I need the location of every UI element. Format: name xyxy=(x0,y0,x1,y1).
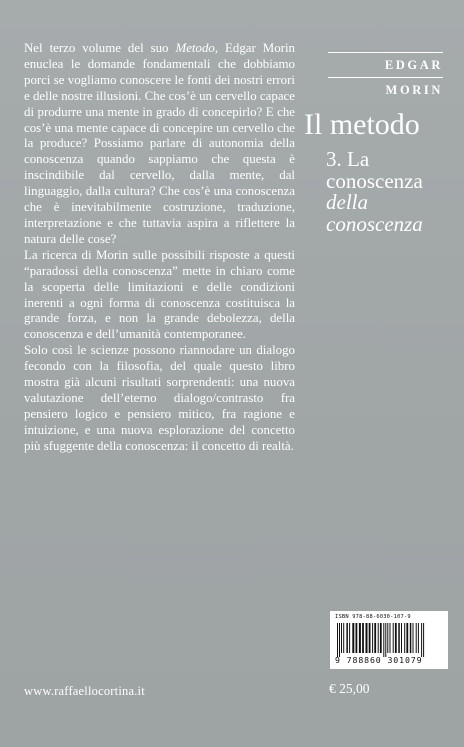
ean-digits: 9 788860 301079 xyxy=(335,655,423,665)
barcode-bar xyxy=(393,623,394,653)
barcode-bar xyxy=(366,623,368,653)
barcode-bar xyxy=(410,623,412,653)
blurb-paragraph-3: Solo così le scienze possono riannodare un dialogo fecondo con la filosofia, del quale questo libro mostra già alcuni risultati sorprendenti: una nuova valutazione dell’eterno dialogo/contrasto fra pensiero logico e pensiero mitico, fra ragione e intuizione, e una nuova esplorazione del concetto più sfuggente della conoscenza: il concetto di realtà. xyxy=(24,343,295,453)
barcode-bar xyxy=(349,623,350,653)
barcode-bar xyxy=(343,623,344,653)
price: € 25,00 xyxy=(329,681,370,696)
barcode-bar xyxy=(339,623,340,657)
barcode-bar xyxy=(380,623,382,653)
author-last-name: MORIN xyxy=(385,83,443,97)
publisher-website: www.raffaellocortina.it xyxy=(24,684,145,698)
barcode-bar xyxy=(341,623,342,653)
book-title: Il metodo xyxy=(304,108,420,141)
volume-number: 3. La xyxy=(326,147,370,171)
barcode-bar xyxy=(385,623,386,657)
barcode-bar xyxy=(416,623,417,653)
barcode-bar xyxy=(418,623,419,653)
barcode-bar xyxy=(423,623,424,657)
barcode-bars xyxy=(335,623,443,657)
barcode-bar xyxy=(398,623,400,653)
author-block xyxy=(328,52,443,102)
barcode-bar xyxy=(387,623,388,653)
barcode-bar xyxy=(406,623,408,653)
blurb-text xyxy=(24,41,295,455)
barcode-bar xyxy=(337,623,338,657)
barcode xyxy=(330,611,448,669)
barcode-bar xyxy=(401,623,402,653)
barcode-bar xyxy=(390,623,391,653)
blurb-paragraph-2: La ricerca di Morin sulle possibili risposte a questi “paradossi della conoscenza” mette in chiaro come la scoperta delle limitazioni e delle condizioni inerenti a ogni forma di conoscenza costituisca la grande forza, e non la grande debolezza, della conoscenza e dell’umanità contemporanee. xyxy=(24,247,295,342)
barcode-bar xyxy=(421,623,422,657)
isbn-label: ISBN 978-88-6030-107-9 xyxy=(335,614,411,620)
barcode-bar xyxy=(372,623,373,653)
barcode-bar xyxy=(362,623,364,653)
blurb-paragraph-1: Nel terzo volume del suo Metodo, Edgar Morin enuclea le domande fondamentali che dobbiamo porci se vogliamo conoscere le fonti dei nostri errori e delle nostre illusioni. Che cos’è un cervello capace di produrre una mente in grado di concepirlo? E che cos’è una mente capace di concepire un cervello che la produce? Possiamo parlare di autonomia della conoscenza quando sappiamo che questa è inscindibile dal cervello, dalla mente, dal linguaggio, dalla cultura? Che cos’è una conoscenza che è inevitabilmente costruzione, traduzione, interpretazione e che tuttavia aspira a riflettere la natura delle cose? xyxy=(24,41,295,246)
work-title-italic: Metodo xyxy=(175,41,215,55)
book-subtitle xyxy=(326,149,451,235)
barcode-bar xyxy=(413,623,414,653)
barcode-bar xyxy=(346,623,348,653)
barcode-bar xyxy=(404,623,405,653)
barcode-bar xyxy=(359,623,361,653)
barcode-bar xyxy=(369,623,371,653)
barcode-bar xyxy=(356,623,358,653)
author-first-name: EDGAR xyxy=(384,58,443,72)
barcode-bar xyxy=(378,623,379,653)
barcode-bar xyxy=(374,623,376,653)
barcode-bar xyxy=(383,623,384,657)
barcode-bar xyxy=(352,623,354,653)
barcode-bar xyxy=(395,623,397,653)
subtitle-word: conoscenza xyxy=(326,168,423,193)
subtitle-word-italic: conoscenza xyxy=(326,211,423,236)
subtitle-word-italic: della xyxy=(326,190,368,214)
